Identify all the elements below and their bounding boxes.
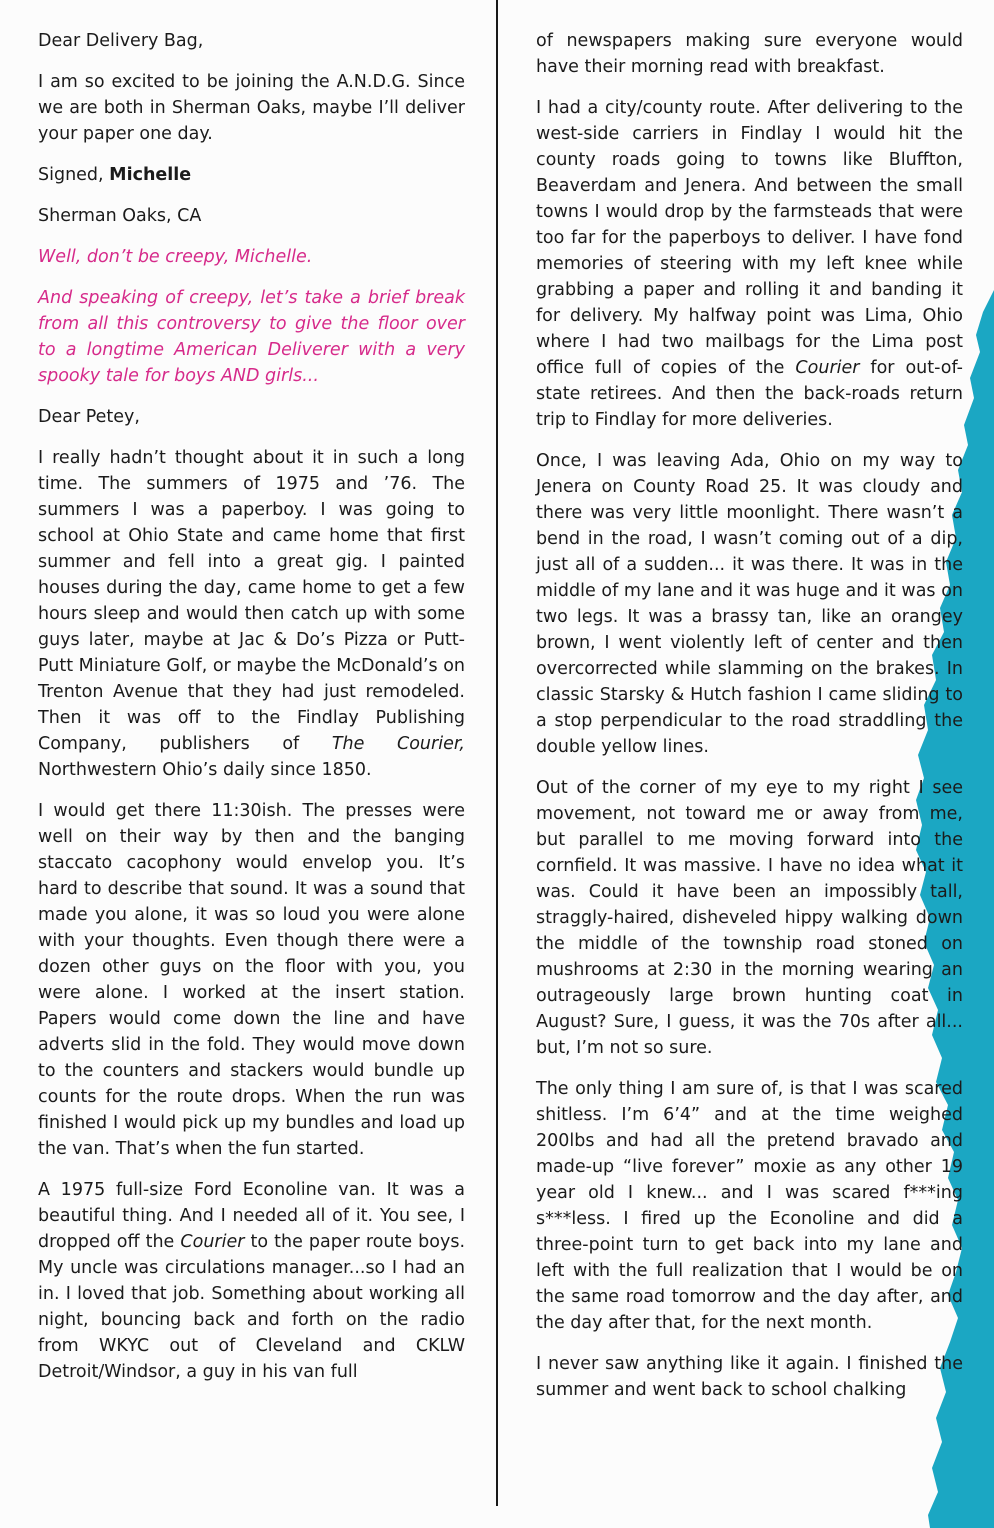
petey-letter-paragraph-2: I would get there 11:30ish. The presses were well on their way by then and the banging staccato cacophony would envelop you. It’s hard to describe that sound. It was a sound that made you alone, it was so loud you were alone with your thoughts. Even though there were a dozen other guys on the floor with you, you were alone. I worked at the insert station. Papers would come down the line and have adverts slid in the fold. They would move down to the counters and stackers would bundle up counts for the route drops. When the run was finished I would pick up my bundles and load up the van. That’s when the fun started. (38, 801, 465, 1159)
petey-letter-salutation: Dear Petey, (38, 407, 140, 427)
paragraph-text: I had a city/county route. After delivering to the west-side carriers in Findlay I would hit the county roads going to towns like Bluffton, Beaverdam and Jenera. And between the small towns I would drop by the farmsteads that were too far for the paperboys to deliver. I have fond memories of steering with my left knee while grabbing a paper and rolling it and banding it for delivery. My halfway point was Lima, Ohio where I had two mailbags for the Lima post office full of copies of the (536, 98, 963, 378)
michelle-letter-location: Sherman Oaks, CA (38, 206, 202, 226)
column-divider-rule (496, 0, 498, 1506)
petey-letter-paragraph-3 (38, 1177, 465, 1385)
paragraph-text: A 1975 full-size Ford Econoline van. It was a beautiful thing. And I needed all of it. You see, I dropped off the (38, 1180, 465, 1252)
signer-name: Michelle (109, 165, 192, 185)
michelle-letter-body: I am so excited to be joining the A.N.D.G. Since we are both in Sherman Oaks, maybe I’ll deliver your paper one day. (38, 72, 465, 144)
petey-letter-paragraph-1 (38, 445, 465, 783)
petey-letter-paragraph-8: I never saw anything like it again. I finished the summer and went back to school chalking (536, 1354, 963, 1400)
publication-name: Courier (180, 1232, 245, 1252)
petey-letter-paragraph-4 (536, 95, 963, 433)
paragraph-text: I really hadn’t thought about it in such a long time. The summers of 1975 and ’76. The summers I was a paperboy. I was going to school at Ohio State and came home that first summer and fell into a great gig. I painted houses during the day, came home to get a few hours sleep and would then catch up with some guys later, maybe at Jac & Do’s Pizza or Putt-Putt Miniature Golf, or maybe the McDonald’s on Trenton Avenue that they had just remodeled. Then it was off to the Findlay Publishing Company, publishers of (38, 448, 465, 754)
petey-letter-paragraph-6: Out of the corner of my eye to my right I see movement, not toward me or away from me, but parallel to me moving forward into the cornfield. It was massive. I have no idea what it was. Could it have been an impossibly tall, straggly-haired, disheveled hippy walking down the middle of the township road stoned on mushrooms at 2:30 in the morning wearing an outrageously large brown hunting coat in August? Sure, I guess, it was the 70s after all... but, I’m not so sure. (536, 778, 963, 1058)
left-column (38, 28, 465, 1400)
editor-intro-paragraph: And speaking of creepy, let’s take a brief break from all this controversy to give the floor over to a longtime American Deliverer with a very spooky tale for boys AND girls... (38, 288, 465, 386)
petey-letter-paragraph-5: Once, I was leaving Ada, Ohio on my way to Jenera on County Road 25. It was cloudy and there was very little moonlight. There wasn’t a bend in the road, I wasn’t coming out of a dip, just all of a sudden... it was there. It was in the middle of my lane and it was huge and it was on two legs. It was a brassy tan, like an orangey brown, I went violently left of center and then overcorrected while slamming on the brakes. In classic Starsky & Hutch fashion I came sliding to a stop perpendicular to the road straddling the double yellow lines. (536, 451, 963, 757)
editor-reply-line: Well, don’t be creepy, Michelle. (38, 247, 313, 267)
paragraph-text: Northwestern Ohio’s daily since 1850. (38, 760, 372, 780)
paragraph-text: for out-of-state retirees. And then the back-roads return trip to Findlay for more deliveries. (536, 358, 963, 430)
publication-name: Courier (795, 358, 860, 378)
petey-letter-paragraph-3-continued: of newspapers making sure everyone would have their morning read with breakfast. (536, 31, 963, 77)
michelle-letter-signature (38, 162, 465, 188)
petey-letter-paragraph-7: The only thing I am sure of, is that I was scared shitless. I’m 6’4” and at the time weighed 200lbs and had all the pretend bravado and made-up “live forever” moxie as any other 19 year old I knew... and I was scared f***ing s***less. I fired up the Econoline and did a three-point turn to get back into my lane and left with the full realization that I would be on the same road tomorrow and the day after, and the day after that, for the next month. (536, 1079, 963, 1333)
michelle-letter-salutation: Dear Delivery Bag, (38, 31, 204, 51)
publication-name: The Courier, (331, 734, 465, 754)
paragraph-text: to the paper route boys. My uncle was circulations manager...so I had an in. I loved that job. Something about working all night, bouncing back and forth on the radio from WKYC out of Cleveland and CKLW Detroit/Windsor, a guy in his van full (38, 1232, 466, 1382)
signed-label: Signed, (38, 165, 110, 185)
right-column (536, 28, 963, 1418)
